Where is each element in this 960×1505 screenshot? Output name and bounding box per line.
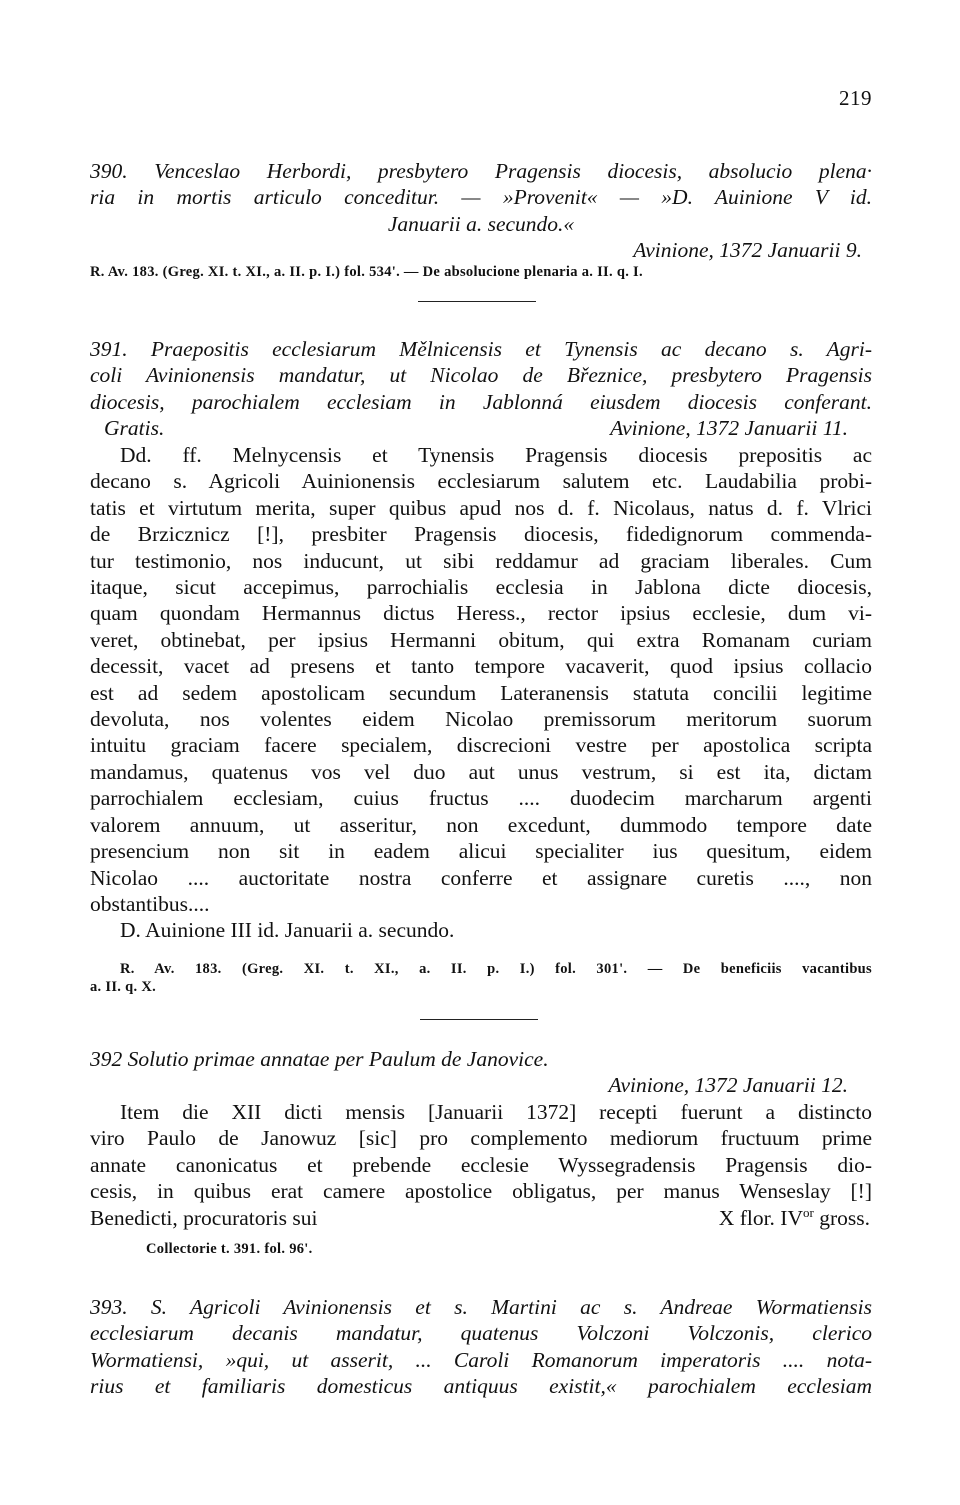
- amount-superscript: or: [803, 1204, 814, 1220]
- text-line: ria in mortis articulo conceditur. — »Provenit« — »D. Auinione V id.: [90, 185, 872, 210]
- text-line: diocesis, parochialem ecclesiam in Jablonná eiusdem diocesis conferant.: [90, 389, 872, 414]
- place-date: Avinione, 1372 Januarii 9.: [633, 238, 862, 263]
- entry-390-heading: [90, 158, 872, 264]
- text-line: mandamus, quatenus vos vel duo aut unus vestrum, si est ita, dictam: [90, 759, 872, 784]
- text-line: quam quondam Hermannus dictus Heress., rector ipsius ecclesie, dum vi-: [90, 601, 872, 626]
- separator-rule: [418, 301, 536, 302]
- text-line: cesis, in quibus erat camere apostolice obligatus, per manus Wenseslay [!]: [90, 1179, 872, 1204]
- entry-392-reference: Collectorie t. 391. fol. 96'.: [146, 1241, 313, 1257]
- entry-391-heading: [90, 336, 872, 442]
- text-line: de Brzicznicz [!], presbiter Pragensis diocesis, fidedignorum commenda-: [90, 522, 872, 547]
- text-line: tur testimonio, nos inducunt, ut sibi reddamur ad graciam liberales. Cum: [90, 548, 872, 573]
- amount-unit: gross.: [813, 1205, 870, 1230]
- text-line: 390. Venceslao Herbordi, presbytero Pragensis diocesis, absolucio plena·: [90, 159, 872, 183]
- separator-rule: [420, 1019, 538, 1020]
- text-line: 391. Praepositis ecclesiarum Mělnicensis et Tynensis ac decano s. Agri-: [90, 337, 872, 361]
- reference-line: R. Av. 183. (Greg. XI. t. XI., a. II. p. I.) fol. 301'. — De beneficiis vacantibus: [120, 961, 872, 977]
- entry-391-body: [90, 442, 872, 944]
- amount-value: X flor. IV: [718, 1205, 803, 1230]
- entry-392-heading: [90, 1046, 872, 1099]
- text-line: 392 Solutio primae annatae per Paulum de Janovice.: [90, 1047, 549, 1071]
- text-line: decessit, vacet ad presens et tanto tempore vacaverit, quod ipsius collacio: [90, 654, 872, 679]
- entry-392-body: [90, 1099, 872, 1231]
- text-line: itaque, sicut accepimus, parrochialis ecclesia in Jablona dicte diocesis,: [90, 575, 872, 600]
- text-line: coli Avinionensis mandatur, ut Nicolao de Březnice, presbytero Pragensis: [90, 363, 872, 388]
- text-line: devoluta, nos volentes eidem Nicolao premissorum meritorum suorum: [90, 707, 872, 732]
- text-line: obstantibus....: [90, 891, 210, 916]
- place-date: Avinione, 1372 Januarii 11.: [610, 416, 848, 441]
- gratis-line: [90, 415, 872, 441]
- text-line: Item die XII dicti mensis [Januarii 1372] recepti fuerunt a distincto: [120, 1100, 872, 1124]
- text-line: rius et familiaris domesticus antiquus existit,« parochialem ecclesiam: [90, 1374, 872, 1399]
- text-line: Wormatiensi, »qui, ut asserit, ... Caroli Romanorum imperatoris .... nota-: [90, 1347, 872, 1372]
- text-line: decano s. Agricoli Auinionensis ecclesiarum salutem etc. Laudabilia probi-: [90, 469, 872, 494]
- text-line: est ad sedem apostolicam secundum Lateranensis statuta concilii legitime: [90, 680, 872, 705]
- page-number: 219: [839, 86, 872, 110]
- reference-line: a. II. q. X.: [90, 979, 157, 995]
- entry-391-reference: [90, 960, 872, 996]
- text-line: valorem annuum, ut asseritur, non excedunt, dummodo tempore date: [90, 812, 872, 837]
- entry-393-heading: [90, 1294, 872, 1400]
- text-line: 393. S. Agricoli Avinionensis et s. Martini ac s. Andreae Wormatiensis: [90, 1295, 872, 1319]
- entry-390-reference: R. Av. 183. (Greg. XI. t. XI., a. II. p. I.) fol. 534'. — De absolucione plenaria a. II. q. I.: [90, 264, 643, 280]
- text-line: viro Paulo de Janowuz [sic] pro complemento mediorum fructuum prime: [90, 1126, 872, 1151]
- text-line: tatis et virtutum merita, super quibus apud nos d. f. Nicolaus, natus d. f. Vlrici: [90, 495, 872, 520]
- text-line: intuitu graciam facere specialem, discrecioni vestre per apostolica scripta: [90, 733, 872, 758]
- dating-line: D. Auinione III id. Januarii a. secundo.: [120, 918, 455, 943]
- text-line: Dd. ff. Melnycensis et Tynensis Pragensis diocesis prepositis ac: [120, 443, 872, 467]
- text-line: presencium non sit in eadem alicui specialiter ius quesitum, eidem: [90, 839, 872, 864]
- place-date: Avinione, 1372 Januarii 12.: [608, 1073, 848, 1098]
- text-line: annate canonicatus et prebende ecclesie Wyssegradensis Pragensis dio-: [90, 1152, 872, 1177]
- text-line: ecclesiarum decanis mandatur, quatenus Volczoni Volczonis, clerico: [90, 1321, 872, 1346]
- amount: [719, 1205, 870, 1231]
- text-line: Januarii a. secundo.«: [387, 211, 575, 236]
- text-line: parrochialem ecclesiam, cuius fructus .... duodecim marcharum argenti: [90, 786, 872, 811]
- text-line: Nicolao .... auctoritate nostra conferre et assignare curetis ...., non: [90, 865, 872, 890]
- amount-line: [90, 1205, 872, 1231]
- text-line: veret, obtinebat, per ipsius Hermanni obitum, qui extra Romanam curiam: [90, 627, 872, 652]
- text-line: Benedicti, procuratoris sui: [90, 1205, 318, 1230]
- gratis-label: Gratis.: [104, 416, 165, 441]
